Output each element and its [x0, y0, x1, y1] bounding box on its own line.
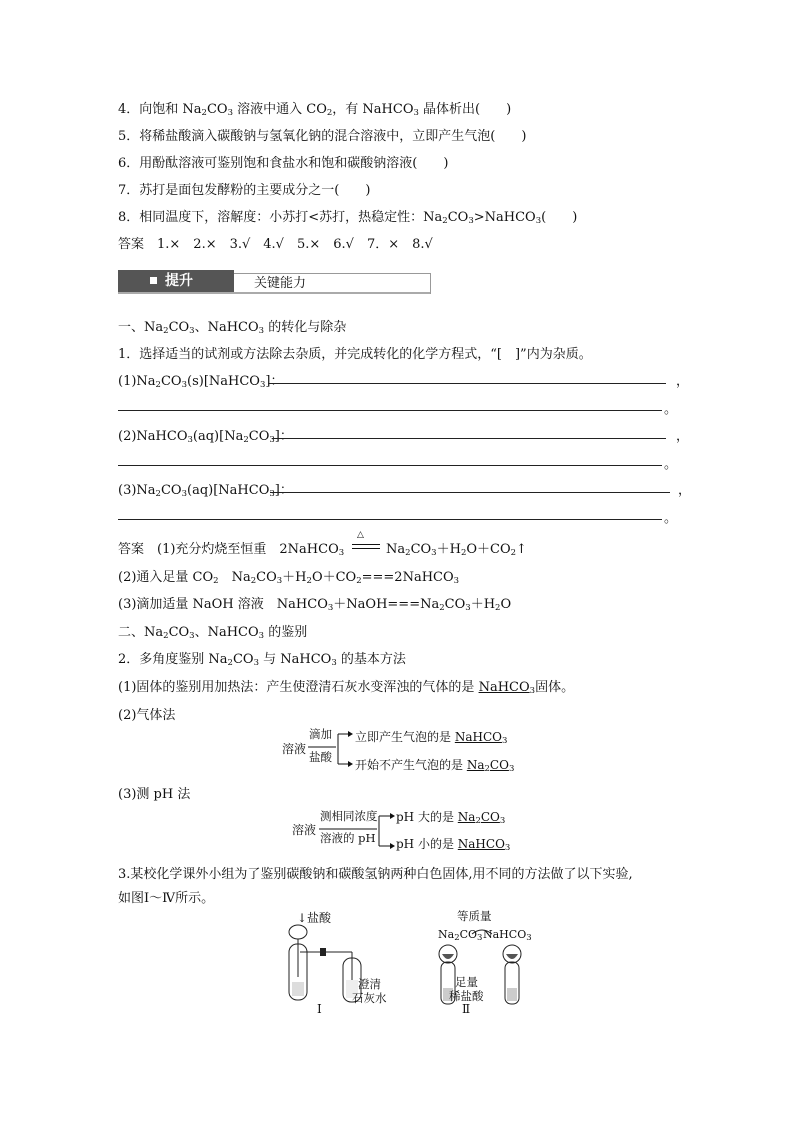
formula-text: CO — [480, 810, 500, 824]
ph-branch-2-text: pH 小的是 — [396, 837, 458, 851]
formula-subscript: 3 — [327, 603, 334, 613]
formula-subscript: 3 — [181, 489, 187, 499]
equals-arrow — [352, 544, 380, 549]
banner-dark-label: 提升 — [165, 273, 193, 289]
formula-subscript: 3 — [338, 548, 345, 558]
formula-subscript: 2 — [250, 576, 257, 586]
formula-text: ]： — [265, 374, 284, 389]
comma-3: ， — [678, 483, 692, 498]
square-bullet-icon — [150, 277, 157, 284]
formula-text: ＋H — [282, 570, 307, 585]
ph-branch-2-answer — [458, 837, 511, 851]
answer-1-left — [118, 538, 344, 558]
formula-text: ]： — [274, 483, 293, 498]
formula-text: ＋H — [436, 542, 461, 557]
formula-subscript: 2 — [475, 816, 481, 826]
fig1-lime-label-2: 石灰水 — [352, 991, 387, 1005]
formula-text: CO — [410, 542, 432, 557]
comma-2: ， — [676, 429, 690, 444]
formula-text: CO — [160, 483, 182, 498]
fig1-number: Ⅰ — [317, 1002, 322, 1016]
formula-text: 与 NaHCO — [258, 652, 332, 667]
formula-subscript: 3 — [501, 736, 508, 746]
method-2: (2)气体法 — [118, 708, 176, 723]
formula-subscript: 3 — [477, 933, 483, 943]
ph-bottom: 溶液的 pH — [320, 831, 376, 845]
method-1 — [118, 676, 574, 696]
formula-subscript: 3 — [258, 326, 265, 336]
formula-text: 2．多角度鉴别 Na — [118, 652, 228, 667]
formula-subscript: 2 — [405, 548, 411, 558]
formula-text: CO — [248, 429, 270, 444]
formula-subscript: 3 — [526, 933, 532, 943]
method-3: (3)测 pH 法 — [118, 787, 191, 802]
formula-text: ，有 NaHCO — [332, 102, 414, 117]
answer-2 — [118, 566, 459, 586]
section1-title — [118, 316, 346, 336]
formula-subscript: 2 — [201, 108, 207, 118]
judge-item-8 — [118, 206, 577, 226]
formula-text: Na — [386, 542, 406, 557]
answer-1-right — [386, 538, 527, 558]
formula-text: CO — [206, 102, 228, 117]
formula-subscript: 3 — [258, 631, 265, 641]
item-1-label — [118, 370, 283, 390]
period-1: 。 — [664, 402, 678, 417]
formula-text: 溶液中通入 CO — [232, 102, 327, 117]
formula-text: O＋CO — [466, 542, 511, 557]
answer-blank — [270, 492, 670, 493]
formula-text: 的转化与除杂 — [264, 320, 347, 335]
gas-bottom: 盐酸 — [309, 750, 332, 764]
fig1-acid-label: ↓盐酸 — [297, 911, 332, 925]
formula-subscript: 3 — [535, 216, 542, 226]
answer-blank — [272, 438, 666, 439]
formula-text: CO — [447, 210, 469, 225]
formula-subscript: 3 — [413, 108, 419, 118]
formula-text: 的鉴别 — [264, 625, 308, 640]
formula-subscript: 3 — [431, 548, 437, 558]
formula-subscript: 3 — [465, 603, 471, 613]
judge-item-4 — [118, 98, 511, 118]
formula-subscript: 3 — [453, 576, 460, 586]
formula-subscript: 2 — [213, 576, 219, 586]
formula-text: ＋H — [470, 597, 496, 612]
ph-branch-1 — [396, 808, 505, 826]
answer-3 — [118, 593, 511, 613]
gas-branch-2-answer — [467, 758, 515, 772]
formula-text: Na — [457, 810, 476, 824]
formula-text: NaHCO — [457, 837, 505, 851]
judge-item-5: 5．将稀盐酸滴入碳酸钠与氢氧化钠的混合溶液中，立即产生气泡( ) — [118, 129, 527, 144]
banner-underline — [118, 292, 430, 294]
formula-subscript: 2 — [356, 576, 362, 586]
formula-text: NaHCO — [483, 928, 527, 941]
answer-blank — [118, 465, 662, 466]
formula-text: (aq)[Na — [192, 429, 244, 444]
formula-subscript: 3 — [331, 658, 337, 668]
formula-text: 一、Na — [118, 320, 164, 335]
judge-item-6: 6．用酚酞溶液可鉴别饱和食盐水和饱和碳酸钠溶液( ) — [118, 156, 449, 171]
formula-subscript: 3 — [499, 816, 506, 826]
question-2 — [118, 648, 406, 668]
formula-text: CO — [168, 625, 190, 640]
formula-text: CO — [444, 597, 466, 612]
answer-blank — [118, 410, 662, 411]
gas-branch-2 — [355, 756, 514, 774]
formula-text: 4．向饱和 Na — [118, 102, 202, 117]
formula-subscript: 2 — [460, 548, 467, 558]
formula-text: Na — [466, 758, 485, 772]
fig2-top-label: 等质量 — [457, 909, 492, 923]
comma-1: ， — [676, 374, 690, 389]
formula-subscript: 2 — [442, 216, 448, 226]
question-1: 1．选择适当的试剂或方法除去杂质，并完成转化的化学方程式，“[ ]”内为杂质。 — [118, 347, 592, 362]
formula-text: CO — [459, 928, 478, 941]
gas-left: 溶液 — [282, 742, 307, 756]
formula-text: ↑ — [516, 542, 527, 557]
formula-subscript: 2 — [326, 108, 333, 118]
formula-text: CO — [256, 570, 277, 585]
gas-branch-arrows — [306, 728, 354, 772]
formula-subscript: 2 — [155, 380, 161, 390]
formula-text: (1)Na — [118, 374, 156, 389]
answer-blank — [268, 383, 666, 384]
formula-subscript: 2 — [495, 603, 501, 613]
ph-branch-arrows — [317, 810, 397, 854]
formula-subscript: 2 — [163, 326, 169, 336]
section2-title — [118, 621, 307, 641]
fig1-dropping-funnel — [289, 925, 307, 939]
formula-text: (2)通入足量 CO — [118, 570, 214, 585]
formula-text: Na — [218, 570, 251, 585]
formula-text: 答案 (1)充分灼烧至恒重 2NaHCO — [118, 542, 339, 557]
formula-text: (aq)[NaHCO — [187, 483, 270, 498]
formula-text: CO — [489, 758, 509, 772]
banner-dark — [118, 270, 234, 292]
formula-text: NaHCO — [454, 730, 502, 744]
formula-text: CO — [168, 320, 190, 335]
period-2: 。 — [664, 457, 678, 472]
formula-subscript: 2 — [155, 489, 161, 499]
ph-branch-1-text: pH 大的是 — [396, 810, 458, 824]
formula-text: 的基本方法 — [336, 652, 406, 667]
formula-subscript: 2 — [454, 933, 460, 943]
formula-text: (2)NaHCO — [118, 429, 188, 444]
formula-subscript: 3 — [508, 764, 515, 774]
period-3: 。 — [664, 511, 678, 526]
method-1-text: (1)固体的鉴别用加热法：产生使澄清石灰水变浑浊的气体的是 — [118, 680, 479, 695]
ph-branch-2 — [396, 835, 510, 853]
formula-text: 、NaHCO — [194, 320, 259, 335]
item-3-label — [118, 479, 293, 499]
gas-branch-1-answer — [455, 730, 508, 744]
formula-text: (s)[NaHCO — [187, 374, 260, 389]
formula-text: ＋NaOH===Na — [333, 597, 440, 612]
formula-subscript: 2 — [306, 576, 312, 586]
formula-subscript: 2 — [227, 658, 233, 668]
formula-subscript: 3 — [259, 380, 266, 390]
ph-branch-1-answer — [458, 810, 506, 824]
formula-text: 8．相同温度下，溶解度：小苏打<苏打，热稳定性：Na — [118, 210, 443, 225]
ph-top: 测相同浓度 — [320, 809, 378, 823]
formula-subscript: 3 — [529, 686, 536, 696]
formula-text: 二、Na — [118, 625, 164, 640]
fig2-acid-label-2: 稀盐酸 — [449, 989, 484, 1003]
formula-subscript: 3 — [269, 489, 275, 499]
formula-text: O＋CO — [311, 570, 357, 585]
formula-text: ]： — [274, 429, 293, 444]
formula-text: >NaHCO — [473, 210, 536, 225]
formula-text: ( ) — [541, 210, 578, 225]
banner-light-label: 关键能力 — [254, 276, 307, 291]
fig2-number: Ⅱ — [462, 1002, 471, 1016]
fig2-acid-label-1: 足量 — [455, 975, 478, 989]
formula-subscript: 3 — [181, 380, 187, 390]
formula-text: Na — [438, 928, 455, 941]
formula-subscript: 3 — [189, 326, 195, 336]
reaction-condition-heat: △ — [357, 530, 364, 540]
formula-subscript: 3 — [276, 576, 283, 586]
formula-subscript: 2 — [163, 631, 169, 641]
formula-subscript: 3 — [253, 658, 259, 668]
judge-item-7: 7．苏打是面包发酵粉的主要成分之一( ) — [118, 183, 371, 198]
formula-text: (3)滴加适量 NaOH 溶液 NaHCO — [118, 597, 328, 612]
ph-left: 溶液 — [292, 823, 317, 837]
formula-subscript: 2 — [243, 435, 249, 445]
gas-top: 滴加 — [309, 727, 332, 741]
gas-branch-1 — [355, 728, 507, 746]
formula-subscript: 3 — [468, 216, 474, 226]
formula-subscript: 3 — [504, 843, 511, 853]
formula-text: 、NaHCO — [194, 625, 259, 640]
formula-subscript: 3 — [227, 108, 233, 118]
formula-subscript: 2 — [484, 764, 490, 774]
gas-branch-1-text: 立即产生气泡的是 — [355, 730, 455, 744]
formula-subscript: 2 — [439, 603, 445, 613]
formula-text: ===2NaHCO — [361, 570, 454, 585]
method-1-tail: 固体。 — [535, 680, 575, 695]
formula-text: CO — [232, 652, 254, 667]
formula-subscript: 3 — [269, 435, 275, 445]
formula-text: CO — [160, 374, 182, 389]
section-banner — [118, 270, 430, 294]
formula-subscript: 3 — [189, 631, 195, 641]
formula-text: (3)Na — [118, 483, 156, 498]
answer-blank — [118, 519, 662, 520]
formula-subscript: 3 — [187, 435, 193, 445]
question-3-line-2: 如图Ⅰ～Ⅳ所示。 — [118, 891, 215, 906]
banner-light — [234, 273, 431, 294]
formula-text: NaHCO — [478, 680, 530, 695]
question-3-line-1: 3.某校化学课外小组为了鉴别碳酸钠和碳酸氢钠两种白色固体,用不同的方法做了以下实验, — [118, 867, 633, 882]
judge-answer: 答案 1.× 2.× 3.√ 4.√ 5.× 6.√ 7．× 8.√ — [118, 237, 433, 252]
method-1-answer — [479, 680, 536, 695]
gas-branch-2-text: 开始不产生气泡的是 — [355, 758, 467, 772]
fig1-lime-label-1: 澄清 — [358, 977, 381, 991]
formula-text: 晶体析出( ) — [418, 102, 512, 117]
item-2-label — [118, 425, 293, 445]
formula-subscript: 2 — [510, 548, 517, 558]
formula-text: O — [500, 597, 512, 612]
